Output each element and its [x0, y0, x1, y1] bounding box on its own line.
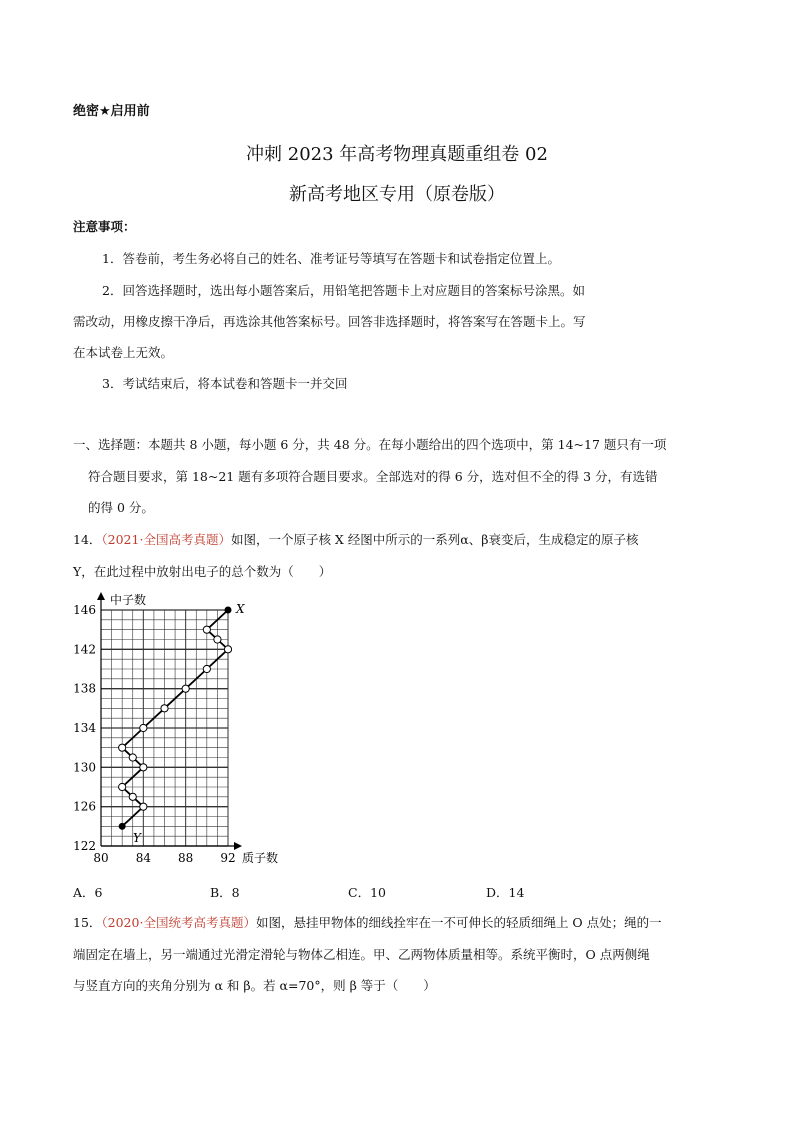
decay-point — [129, 754, 136, 761]
x-axis-label: 质子数 — [242, 851, 279, 865]
option-c[interactable]: C．10 — [348, 885, 386, 900]
x-tick-label: 80 — [93, 851, 109, 865]
question-14-line-1 — [73, 531, 638, 549]
question-15-text-1: 如图，悬挂甲物体的细线拴牢在一不可伸长的轻质细绳上 O 点处；绳的一 — [255, 915, 662, 930]
section-1-line-2: 符合题目要求，第 18~21 题有多项符合题目要求。全部选对的得 6 分，选对但不全的得 3 分，有选错 — [88, 469, 658, 484]
x-tick-label: 88 — [178, 851, 194, 865]
y-tick-label: 142 — [73, 642, 96, 657]
x-tick-label: 92 — [220, 851, 236, 865]
notice-heading: 注意事项： — [73, 219, 136, 234]
question-15-line-1 — [73, 914, 662, 932]
decay-point — [203, 665, 210, 672]
y-tick-label: 146 — [73, 603, 96, 617]
section-1-line-3: 的得 0 分。 — [88, 500, 154, 515]
notice-item-2-line-2: 需改动，用橡皮擦干净后，再选涂其他答案标号。回答非选择题时，将答案写在答题卡上。写 — [73, 314, 586, 329]
decay-point — [182, 685, 189, 692]
decay-point — [140, 724, 147, 731]
question-15-line-3: 与竖直方向的夹角分别为 α 和 β。若 α=70°，则 β 等于（ ） — [73, 978, 436, 993]
chart-axes — [97, 592, 242, 850]
notice-item-1: 1．答卷前，考生务必将自己的姓名、准考证号等填写在答题卡和试卷指定位置上。 — [102, 251, 560, 266]
section-1-line-1: 一、选择题：本题共 8 小题，每小题 6 分，共 48 分。在每小题给出的四个选项中，第 14~17 题只有一项 — [73, 437, 667, 452]
notice-item-3: 3．考试结束后，将本试卷和答题卡一并交回 — [102, 376, 348, 391]
page-subtitle: 新高考地区专用（原卷版） — [289, 184, 505, 205]
y-axis-label: 中子数 — [110, 593, 147, 607]
decay-point — [140, 803, 147, 810]
question-15-line-2: 端固定在墙上，另一端通过光滑定滑轮与物体乙相连。甲、乙两物体质量相等。系统平衡时，O 点两侧绳 — [73, 947, 650, 962]
question-14-text-1: 如图，一个原子核 X 经图中所示的一系列α、β衰变后，生成稳定的原子核 — [230, 532, 639, 547]
decay-point — [129, 793, 136, 800]
decay-point — [119, 744, 126, 751]
decay-point — [161, 705, 168, 712]
label-y: Y — [133, 831, 141, 845]
question-14-source: （2021·全国高考真题） — [101, 532, 231, 547]
point-x — [225, 607, 231, 613]
point-y — [119, 823, 125, 829]
decay-point — [140, 764, 147, 771]
y-tick-label: 138 — [73, 681, 96, 696]
question-14-line-2: Y，在此过程中放射出电子的总个数为（ ） — [73, 564, 332, 579]
y-tick-label: 122 — [73, 839, 96, 853]
page-title: 冲刺 2023 年高考物理真题重组卷 02 — [246, 144, 548, 165]
chart-grid — [101, 610, 228, 846]
y-tick-label: 134 — [73, 721, 96, 735]
decay-point — [214, 636, 221, 643]
decay-point — [119, 783, 126, 790]
question-15-number: 15． — [73, 915, 102, 930]
decay-chart — [70, 590, 310, 875]
y-tick-label: 126 — [73, 799, 96, 814]
notice-item-2-line-1: 2．回答选择题时，选出每小题答案后，用铅笔把答题卡上对应题目的答案标号涂黑。如 — [102, 283, 585, 298]
option-b[interactable]: B．8 — [210, 885, 240, 900]
option-a[interactable]: A．6 — [73, 885, 103, 900]
option-d[interactable]: D．14 — [486, 885, 525, 900]
y-axis-arrow — [97, 592, 105, 600]
x-axis-arrow — [234, 842, 242, 850]
decay-point — [203, 626, 210, 633]
chart-ticks — [73, 603, 236, 865]
question-14-number: 14． — [73, 532, 102, 547]
secret-mark: 绝密★启用前 — [73, 104, 150, 119]
y-tick-label: 130 — [73, 760, 96, 775]
question-15-source: （2020·全国统考高考真题） — [101, 915, 256, 930]
x-tick-label: 84 — [135, 851, 151, 865]
notice-item-2-line-3: 在本试卷上无效。 — [73, 345, 174, 360]
label-x: X — [236, 602, 245, 616]
decay-point — [224, 646, 231, 653]
